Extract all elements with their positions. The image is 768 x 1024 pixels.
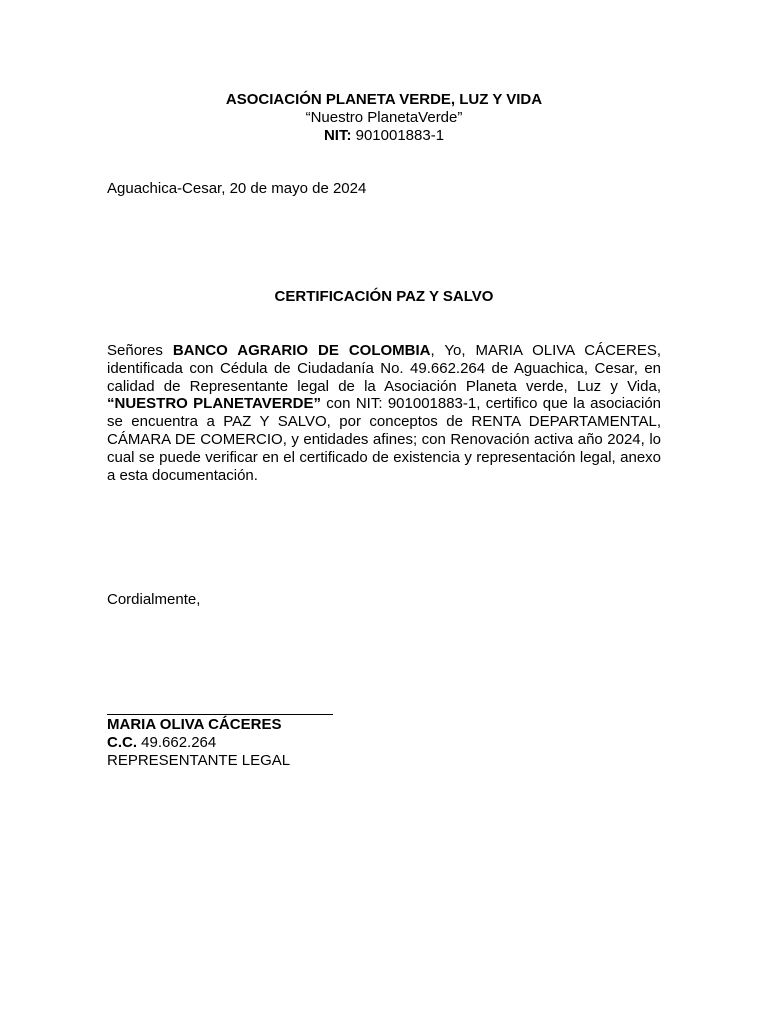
cc-value: 49.662.264	[137, 733, 217, 751]
addressee: BANCO AGRARIO DE COLOMBIA	[172, 342, 431, 359]
nit-label: NIT:	[323, 127, 352, 144]
organization-nickname: “Nuestro PlanetaVerde”	[305, 109, 463, 126]
place-and-date: Aguachica-Cesar, 20 de mayo de 2024	[107, 180, 367, 197]
signatory-name: MARIA OLIVA CÁCERES	[107, 716, 282, 733]
cc-label: C.C.	[107, 733, 137, 751]
body-text-2: con NIT: 901001883-1, certifico que la asociación se encuentra a PAZ Y SALVO, por conceptos de RENTA DEPARTAMENTAL, CÁMARA DE COMERCIO, y entidades afines; con Renovación activa año 2024, lo cual se puede verificar en el certificado de existencia y representación legal, anexo a esta documentación.	[107, 395, 661, 484]
organization-nit	[107, 127, 661, 145]
signatory-role: REPRESENTANTE LEGAL	[107, 751, 291, 769]
nit-value: 901001883-1	[351, 127, 445, 144]
signature-line	[107, 714, 333, 715]
document-title: CERTIFICACIÓN PAZ Y SALVO	[274, 288, 494, 305]
letterhead	[107, 91, 661, 145]
certificate-body	[107, 342, 661, 484]
signatory-id	[107, 734, 290, 752]
closing: Cordialmente,	[107, 591, 201, 608]
body-text-1: , Yo, MARIA OLIVA CÁCERES, identificada con Cédula de Ciudadanía No. 49.662.264 de Aguachica, Cesar, en calidad de Representante legal de la Asociación Planeta verde, Luz y Vida,	[107, 342, 661, 395]
greeting: Señores	[107, 342, 173, 359]
organization-name: ASOCIACIÓN PLANETA VERDE, LUZ Y VIDA	[225, 91, 543, 108]
organization-quote: “NUESTRO PLANETAVERDE”	[107, 395, 321, 413]
signature-block	[107, 716, 290, 769]
